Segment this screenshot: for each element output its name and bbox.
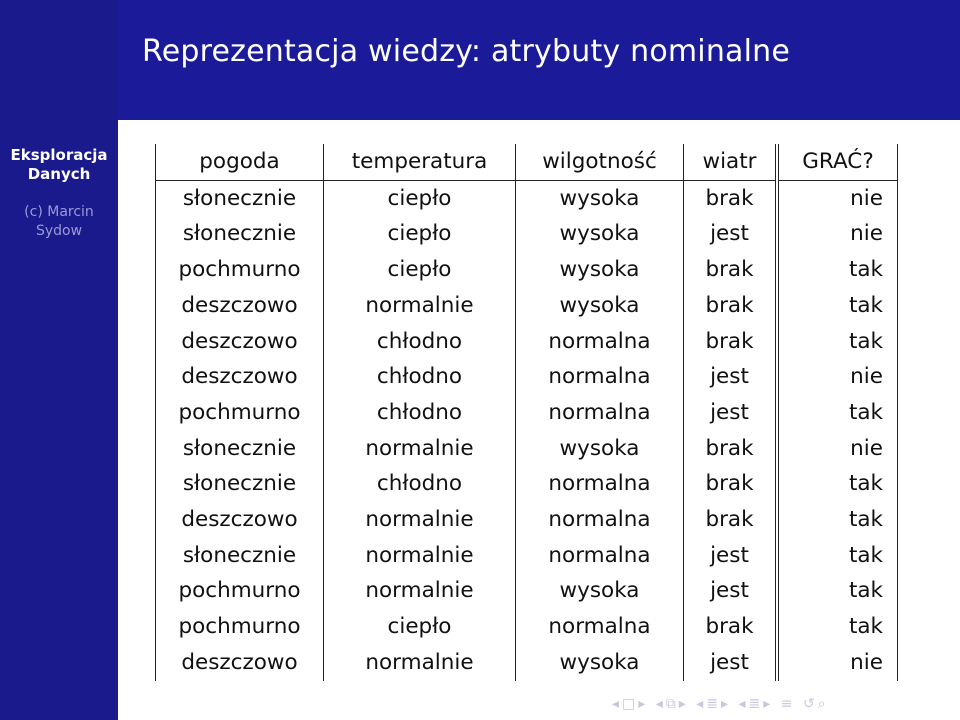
cell-grac: nie [777,216,898,252]
cell-grac: nie [777,180,898,216]
nav-doc-icon[interactable]: ≣ [748,696,764,712]
cell-pogoda: pochmurno [156,252,324,288]
sidebar-author-line1: (c) Marcin [24,204,94,220]
cell-grac: tak [777,252,898,288]
cell-wilgotnosc: normalna [516,502,684,538]
cell-grac: nie [777,645,898,681]
cell-wilgotnosc: wysoka [516,573,684,609]
cell-temperatura: ciepło [324,180,516,216]
cell-temperatura: chłodno [324,395,516,431]
column-header-grac: GRAĆ? [777,144,898,180]
table-row [156,609,898,645]
cell-grac: nie [777,431,898,467]
cell-wilgotnosc: wysoka [516,288,684,324]
cell-wiatr: jest [684,538,778,574]
cell-pogoda: deszczowo [156,502,324,538]
cell-wiatr: brak [684,288,778,324]
cell-pogoda: pochmurno [156,609,324,645]
sidebar-course-title[interactable] [0,146,118,184]
table-row [156,288,898,324]
cell-pogoda: pochmurno [156,395,324,431]
cell-temperatura: normalnie [324,645,516,681]
cell-grac: tak [777,288,898,324]
table-body [156,180,898,680]
sidebar-author-line2: Sydow [35,223,83,239]
cell-wiatr: jest [684,216,778,252]
cell-grac: tak [777,573,898,609]
cell-grac: tak [777,395,898,431]
sidebar [0,120,118,720]
table-row [156,216,898,252]
cell-grac: tak [777,538,898,574]
table-row [156,252,898,288]
cell-temperatura: normalnie [324,573,516,609]
cell-pogoda: deszczowo [156,324,324,360]
nav-section-icon[interactable]: ≣ [706,696,722,712]
nav-subsection-prev-icon[interactable]: ◂ [655,696,666,712]
cell-wilgotnosc: wysoka [516,645,684,681]
slide-title: Reprezentacja wiedzy: atrybuty nominalne [142,34,791,69]
cell-wilgotnosc: normalna [516,395,684,431]
table-row [156,324,898,360]
cell-grac: tak [777,466,898,502]
table-row [156,466,898,502]
cell-wiatr: jest [684,645,778,681]
cell-grac: tak [777,324,898,360]
cell-wiatr: jest [684,573,778,609]
cell-temperatura: normalnie [324,288,516,324]
table-row [156,180,898,216]
cell-pogoda: deszczowo [156,645,324,681]
cell-temperatura: ciepło [324,252,516,288]
sidebar-author[interactable] [0,203,118,241]
cell-pogoda: deszczowo [156,359,324,395]
cell-temperatura: normalnie [324,538,516,574]
table-row [156,645,898,681]
cell-wilgotnosc: normalna [516,538,684,574]
cell-wiatr: brak [684,431,778,467]
cell-wiatr: jest [684,359,778,395]
cell-pogoda: słonecznie [156,216,324,252]
cell-wiatr: brak [684,609,778,645]
cell-wiatr: brak [684,252,778,288]
cell-pogoda: słonecznie [156,180,324,216]
cell-pogoda: słonecznie [156,538,324,574]
nav-search-icon[interactable]: ↺⌕ [802,696,829,712]
cell-wilgotnosc: normalna [516,324,684,360]
cell-wilgotnosc: normalna [516,466,684,502]
cell-wilgotnosc: wysoka [516,431,684,467]
sidebar-title-line1: Eksploracja [10,146,108,164]
cell-wiatr: brak [684,180,778,216]
nav-subsection-icon[interactable]: ⧉ [665,696,679,712]
cell-pogoda: pochmurno [156,573,324,609]
cell-wiatr: jest [684,395,778,431]
table-row [156,395,898,431]
cell-temperatura: chłodno [324,466,516,502]
data-table-container [155,144,898,681]
table-row [156,573,898,609]
nav-frame-prev-icon[interactable]: ◂ [612,696,623,712]
cell-grac: tak [777,502,898,538]
beamer-navigation-bar [612,696,829,712]
table-row [156,538,898,574]
table-row [156,359,898,395]
cell-wilgotnosc: wysoka [516,180,684,216]
column-header-wiatr: wiatr [684,144,778,180]
cell-temperatura: chłodno [324,359,516,395]
weather-table [155,144,898,681]
cell-wiatr: brak [684,502,778,538]
slide-header [0,0,960,120]
cell-pogoda: deszczowo [156,288,324,324]
nav-subsection-next-icon[interactable]: ▸ [678,696,689,712]
cell-temperatura: ciepło [324,216,516,252]
column-header-wilgotnosc: wilgotność [516,144,684,180]
sidebar-title-line2: Danych [27,165,91,183]
nav-section-next-icon[interactable]: ▸ [721,696,732,712]
cell-temperatura: normalnie [324,502,516,538]
table-row [156,502,898,538]
nav-frame-icon[interactable]: □ [622,696,639,712]
cell-temperatura: chłodno [324,324,516,360]
nav-align-icon[interactable]: ≡ [780,696,796,712]
column-header-temperatura: temperatura [324,144,516,180]
column-header-pogoda: pogoda [156,144,324,180]
nav-frame-next-icon[interactable]: ▸ [638,696,649,712]
cell-wilgotnosc: normalna [516,609,684,645]
cell-wiatr: brak [684,324,778,360]
table-header-row [156,144,898,180]
cell-grac: nie [777,359,898,395]
cell-wilgotnosc: wysoka [516,216,684,252]
nav-section-prev-icon[interactable]: ◂ [696,696,707,712]
cell-pogoda: słonecznie [156,466,324,502]
cell-wiatr: brak [684,466,778,502]
cell-wilgotnosc: normalna [516,359,684,395]
nav-doc-next-icon[interactable]: ▸ [763,696,774,712]
cell-wilgotnosc: wysoka [516,252,684,288]
cell-pogoda: słonecznie [156,431,324,467]
table-row [156,431,898,467]
cell-temperatura: ciepło [324,609,516,645]
cell-temperatura: normalnie [324,431,516,467]
nav-doc-prev-icon[interactable]: ◂ [738,696,749,712]
cell-grac: tak [777,609,898,645]
